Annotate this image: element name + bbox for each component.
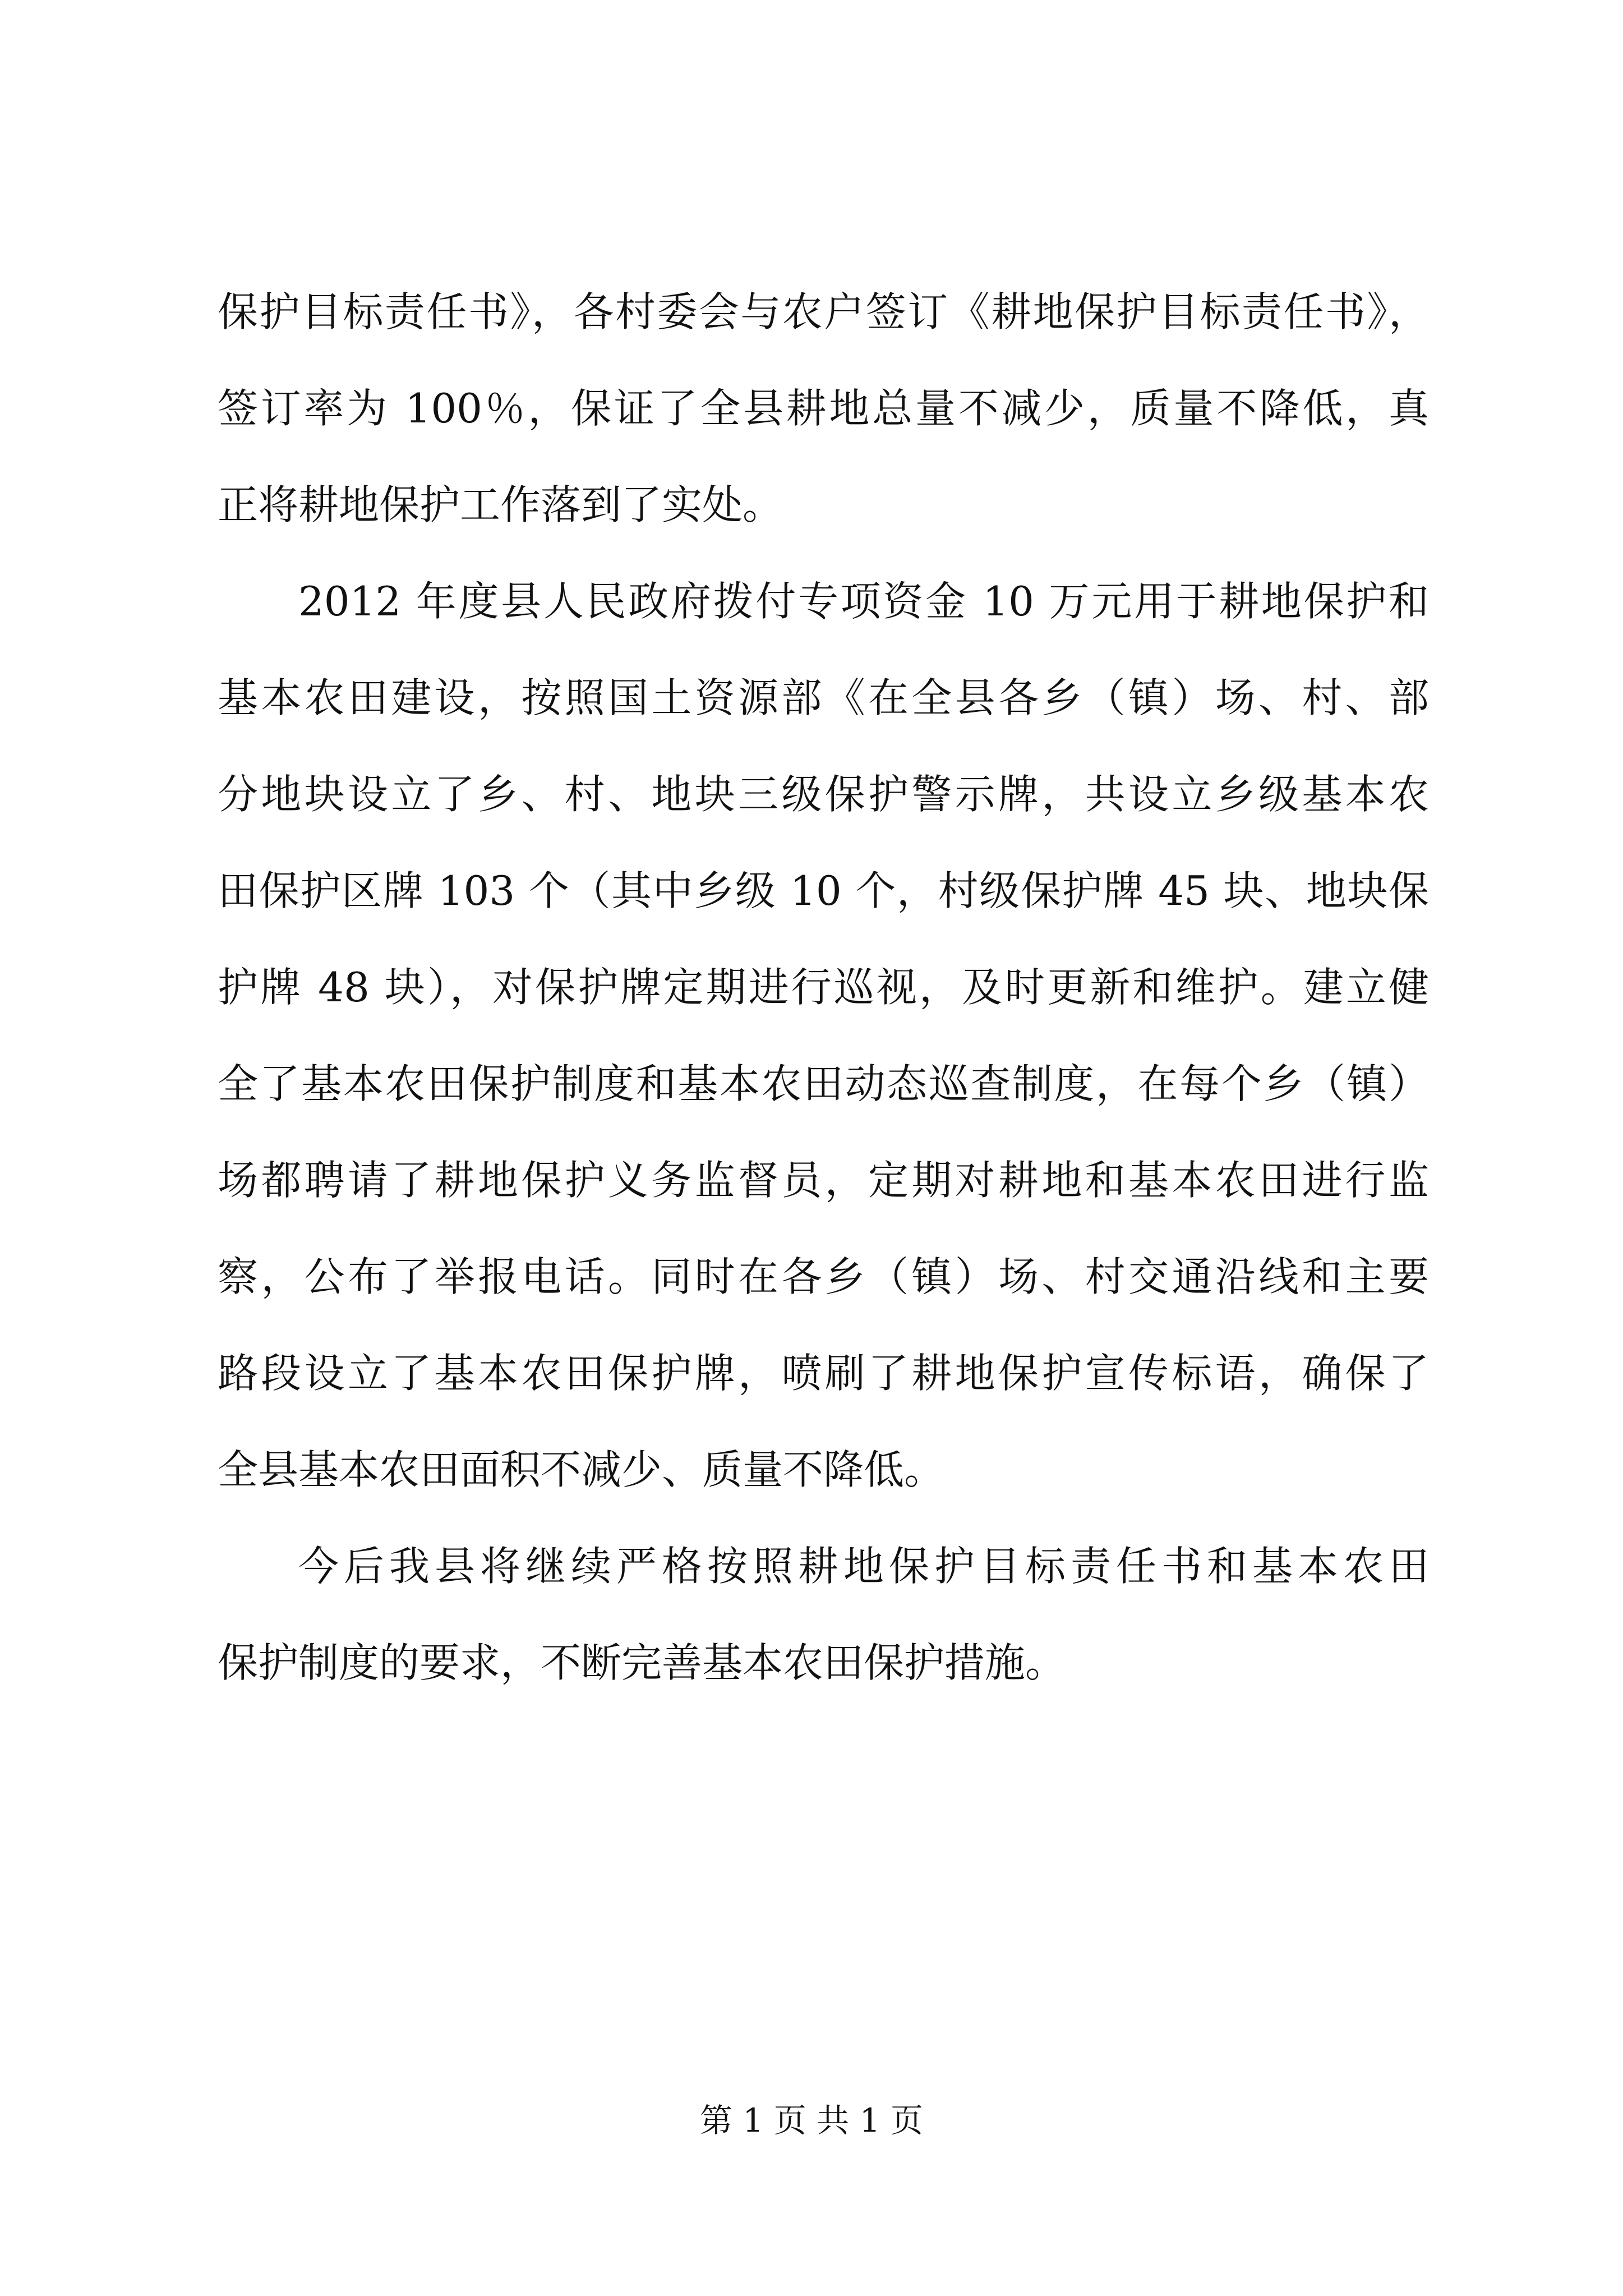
text-line: 路段设立了基本农田保护牌，喷刷了耕地保护宣传标语，确保了 — [218, 1350, 1429, 1397]
body-text — [218, 264, 1429, 1711]
text-line: 田保护区牌 103 个（其中乡级 10 个，村级保护牌 45 块、地块保 — [218, 867, 1429, 914]
text-line: 护牌 48 块），对保护牌定期进行巡视，及时更新和维护。建立健 — [218, 964, 1429, 1011]
text-line: 保护目标责任书》，各村委会与农户签订《耕地保护目标责任书》， — [218, 288, 1429, 335]
text-line: 正将耕地保护工作落到了实处。 — [218, 481, 783, 528]
text-line: 全了基本农田保护制度和基本农田动态巡查制度，在每个乡（镇） — [218, 1060, 1429, 1107]
text-line: 分地块设立了乡、村、地块三级保护警示牌，共设立乡级基本农 — [218, 771, 1429, 818]
text-line: 保护制度的要求，不断完善基本农田保护措施。 — [218, 1639, 1066, 1686]
text-line: 场都聘请了耕地保护义务监督员，定期对耕地和基本农田进行监 — [218, 1157, 1429, 1204]
page-footer: 第 1 页 共 1 页 — [700, 2101, 923, 2139]
text-line: 基本农田建设，按照国土资源部《在全县各乡（镇）场、村、部 — [218, 674, 1429, 721]
text-line: 察，公布了举报电话。同时在各乡（镇）场、村交通沿线和主要 — [218, 1253, 1429, 1300]
paragraph-start-line: 今后我县将继续严格按照耕地保护目标责任书和基本农田 — [298, 1543, 1429, 1590]
paragraph-start-line: 2012 年度县人民政府拨付专项资金 10 万元用于耕地保护和 — [298, 578, 1429, 625]
text-line: 签订率为 100％，保证了全县耕地总量不减少，质量不降低，真 — [218, 385, 1429, 432]
text-line: 全县基本农田面积不减少、质量不降低。 — [218, 1446, 945, 1493]
